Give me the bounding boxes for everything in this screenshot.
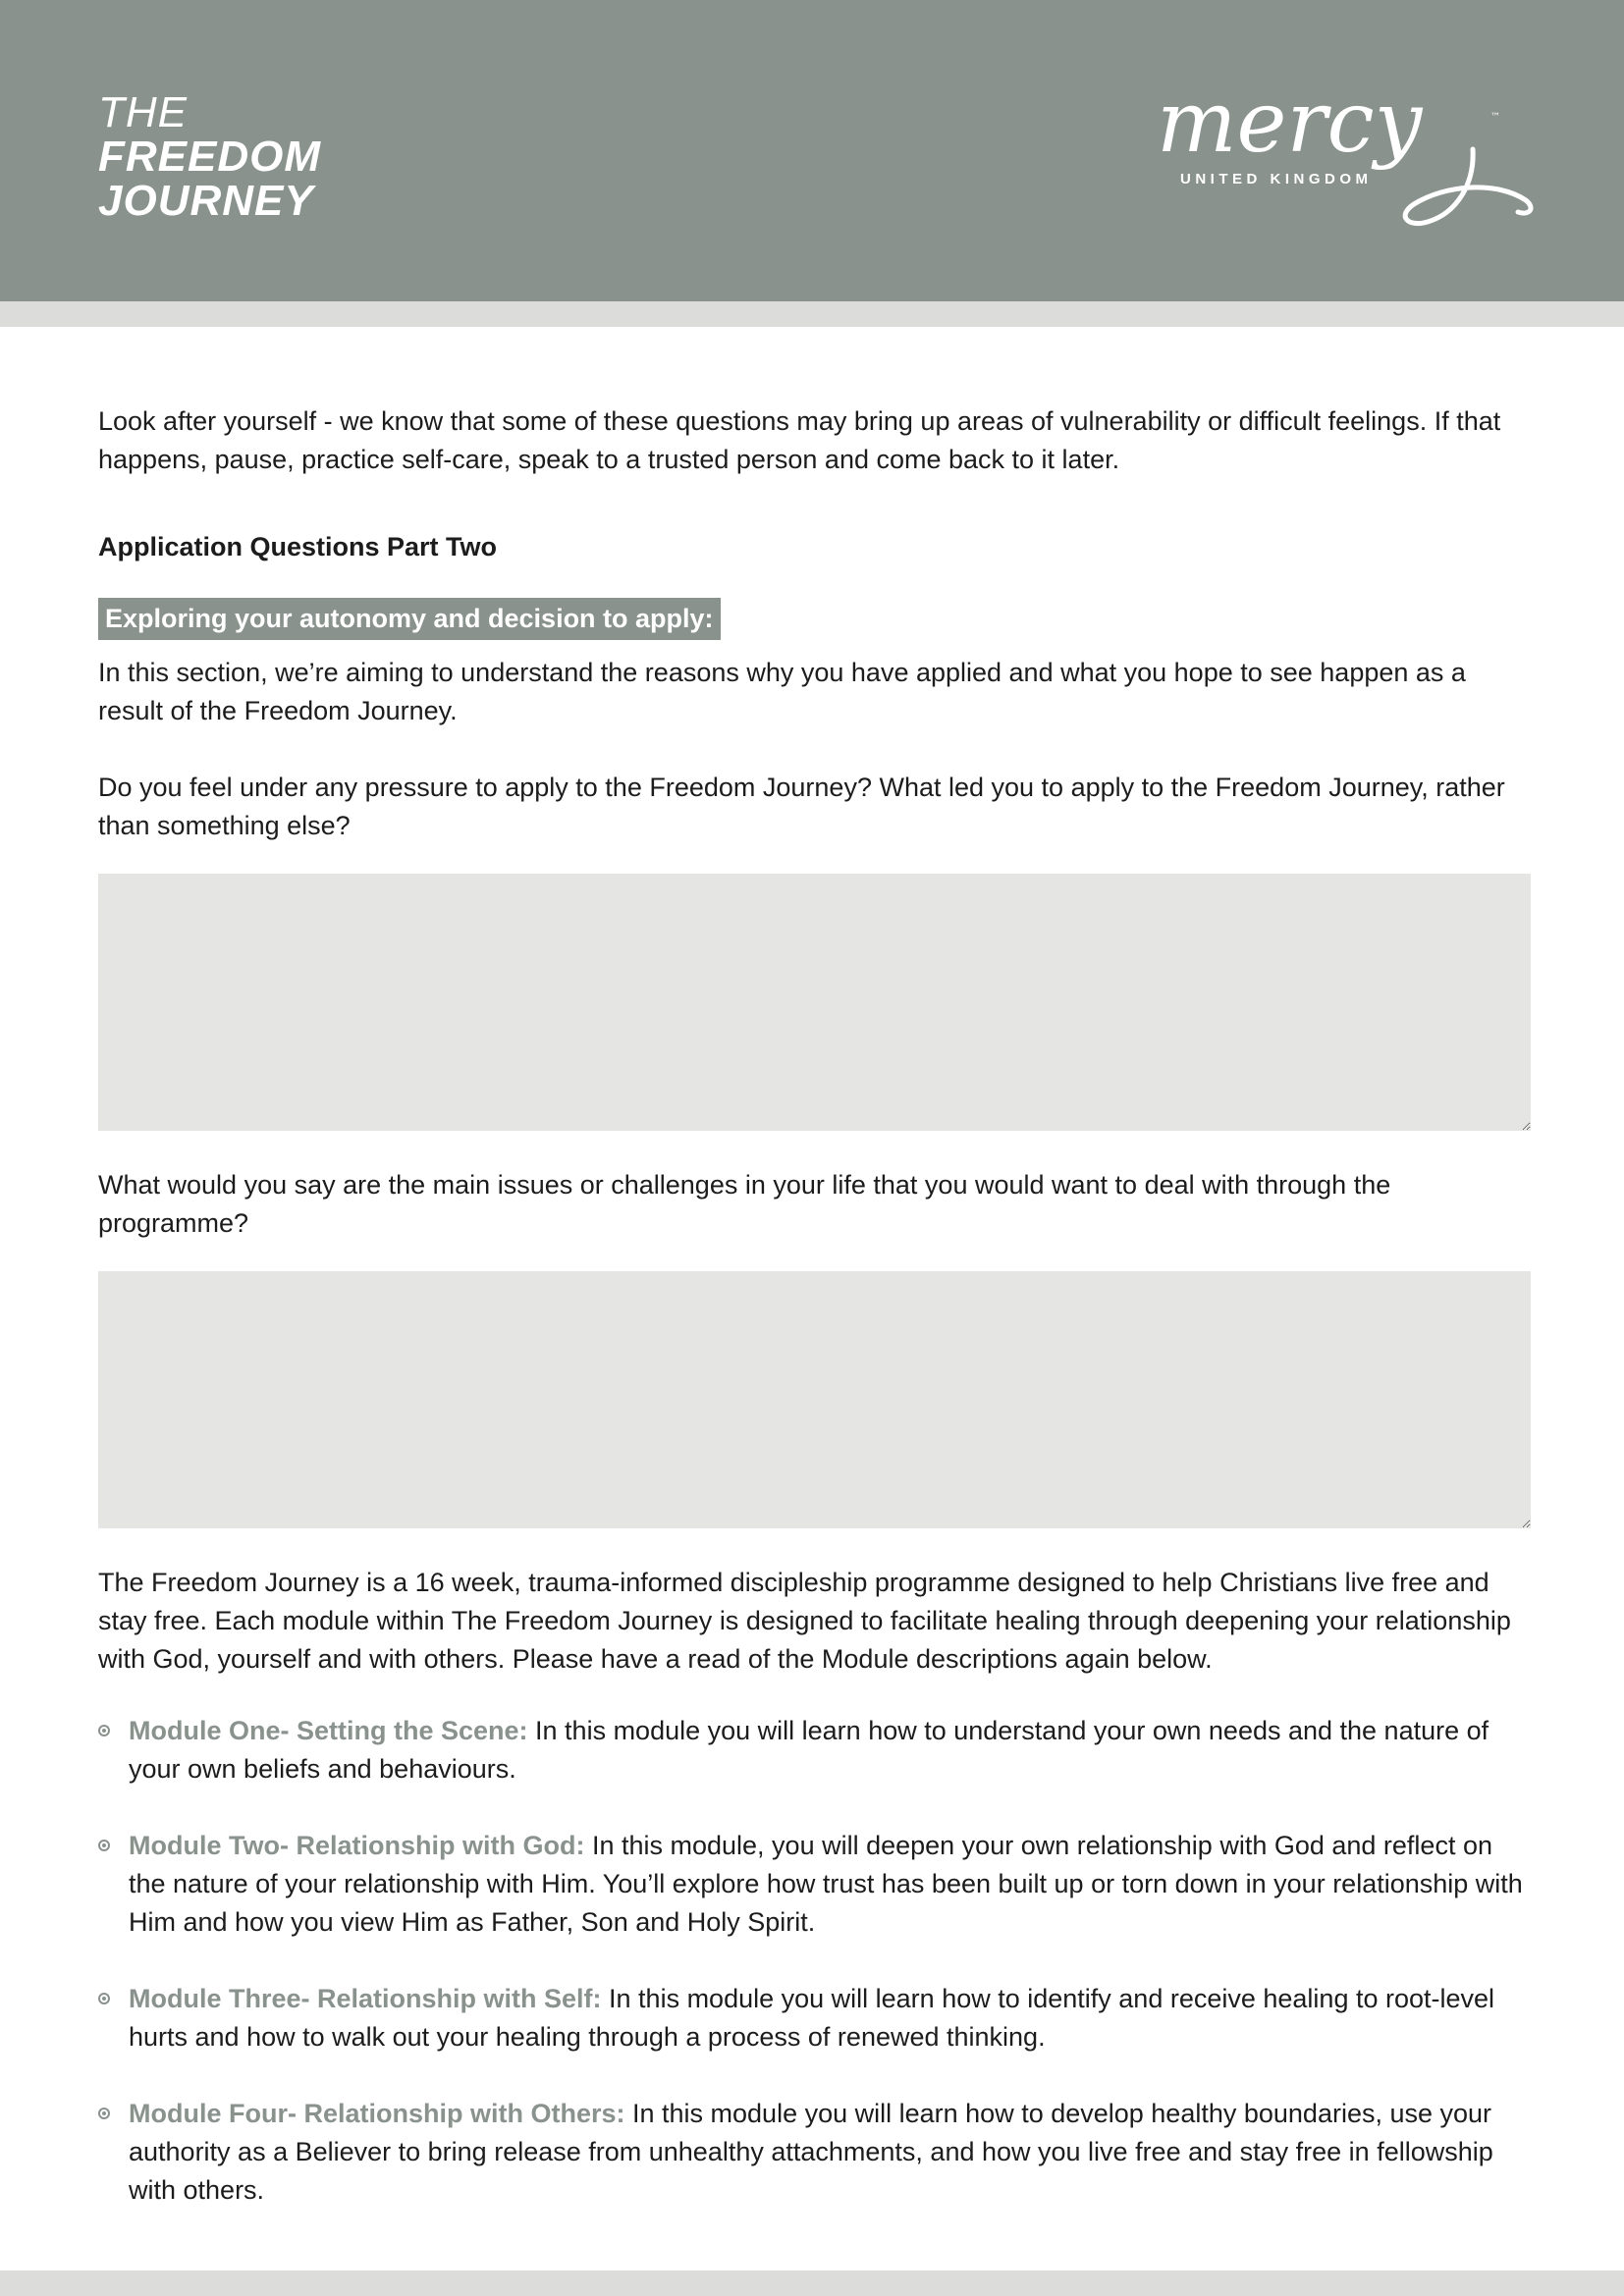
question-text: Do you feel under any pressure to apply to the Freedom Journey? What led you to apply to the Freedom Journey, rather than something else? [98,773,1505,840]
intro-text: Look after yourself - we know that some of these questions may bring up areas of vulnerability or difficult feelings. If that happens, pause, practice self-care, speak to a trusted person and come back to it later. [98,406,1501,474]
module-title: Module Four- Relationship with Others: [129,2099,625,2128]
form-content [98,402,1527,2248]
module-text: In this module, you will deepen your own relationship with God and reflect on the nature of your relationship with Him. You’ll explore how trust has been built up or torn down in your relationship with Him and how you view Him as Father, Son and Holy Spirit. [129,1831,1523,1937]
header-stripe [0,301,1624,327]
list-item [98,1980,1527,2056]
mercy-logo [1151,90,1536,236]
logo-trademark: ™ [1490,112,1500,123]
module-text: In this module you will learn how to develop healthy boundaries, use your authority as a Believer to bring release from unhealthy attachments, and how you live free and stay free in fellowship with others. [129,2099,1493,2205]
mercy-logo-script [1151,90,1536,236]
bullet-icon [98,1725,110,1736]
bullet-icon [98,1993,110,2004]
title-freedom: FREEDOM [98,133,321,181]
part-heading: Application Questions Part Two [98,532,498,561]
list-item [98,1827,1527,1942]
section-description: In this section, we’re aiming to understand the reasons why you have applied and what you hope to see happen as a result of the Freedom Journey. [98,658,1466,725]
programme-title [98,90,321,223]
title-the: THE [98,88,188,136]
module-list [98,1712,1527,2210]
list-item [98,1712,1527,1789]
logo-swash [1405,149,1531,224]
module-title: Module One- Setting the Scene: [129,1716,528,1745]
footer-stripe [0,2270,1624,2296]
answer-field-challenges[interactable] [98,1271,1531,1528]
module-title: Module Two- Relationship with God: [129,1831,585,1860]
question-text: What would you say are the main issues or challenges in your life that you would want to deal with through the programme? [98,1170,1391,1238]
bullet-icon [98,1840,110,1851]
bullet-icon [98,2108,110,2119]
module-title: Module Three- Relationship with Self: [129,1984,602,2013]
module-text: In this module you will learn how to understand your own needs and the nature of your own beliefs and behaviours. [129,1716,1489,1784]
page-header [0,0,1624,301]
list-item [98,2095,1527,2210]
programme-description: The Freedom Journey is a 16 week, trauma-informed discipleship programme designed to help Christians live free and stay free. Each module within The Freedom Journey is designed to facilitate healing through deepening your relationship with God, yourself and with others. Please have a read of the Module descriptions again below. [98,1568,1511,1674]
logo-word: mercy [1157,90,1423,172]
logo-subtitle: UNITED KINGDOM [1180,171,1373,187]
section-heading-badge: Exploring your autonomy and decision to apply: [98,598,721,640]
module-text: In this module you will learn how to identify and receive healing to root-level hurts and how to walk out your healing through a process of renewed thinking. [129,1984,1495,2052]
title-journey: JOURNEY [98,177,314,225]
answer-field-pressure[interactable] [98,874,1531,1131]
